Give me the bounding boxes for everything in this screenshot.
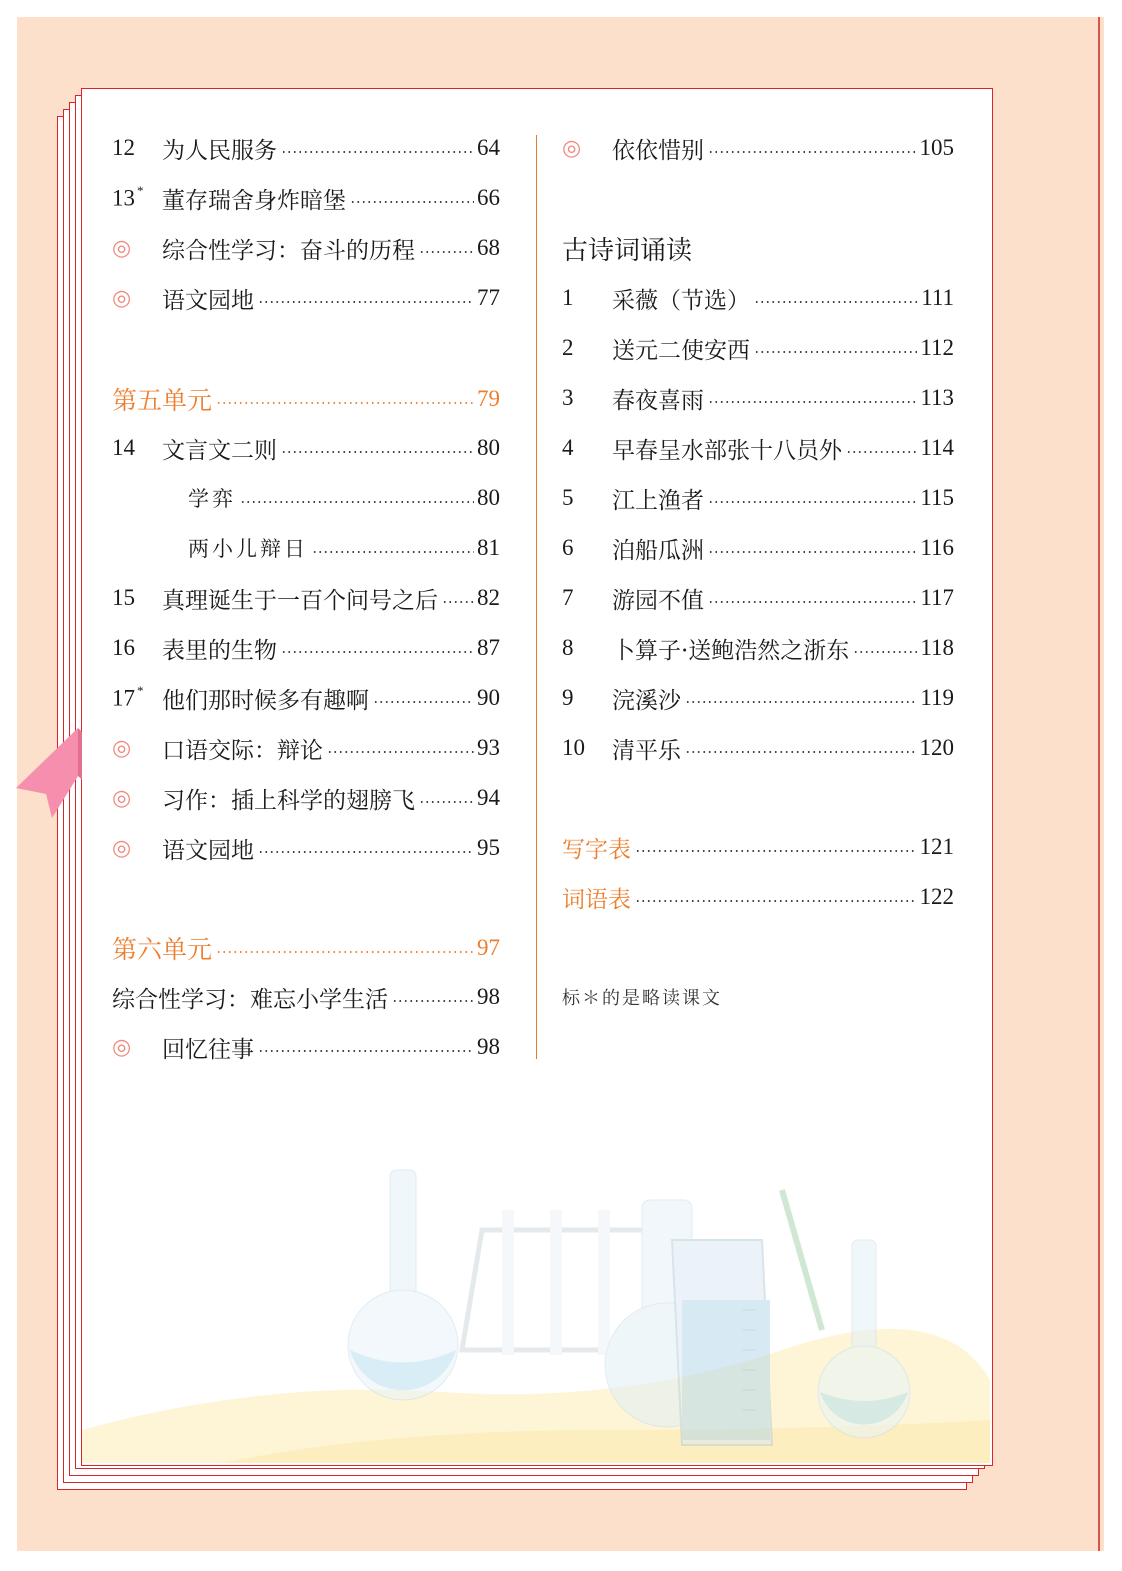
poem-number: 4 bbox=[562, 435, 574, 460]
entry-title: 表里的生物 bbox=[162, 637, 277, 664]
leader-dots bbox=[419, 801, 474, 803]
entry-title: 真理诞生于一百个问号之后 bbox=[162, 587, 438, 614]
leader-dots bbox=[258, 1050, 474, 1052]
page-number: 80 bbox=[477, 485, 500, 510]
page-number: 81 bbox=[477, 535, 500, 560]
lesson-number: 15 bbox=[112, 585, 135, 610]
page-number: 105 bbox=[919, 135, 954, 160]
toc-entry[interactable] bbox=[112, 630, 500, 666]
leader-dots bbox=[419, 251, 474, 253]
entry-title: 采薇（节选） bbox=[612, 287, 750, 314]
entry-title: 口语交际：辩论 bbox=[162, 737, 323, 764]
poem-number: 10 bbox=[562, 735, 585, 760]
page-number: 112 bbox=[920, 335, 954, 360]
appendix-title: 词语表 bbox=[562, 886, 631, 913]
entry-title: 依依惜别 bbox=[612, 137, 704, 164]
unit-title: 第六单元 bbox=[112, 935, 213, 964]
leader-dots bbox=[708, 401, 917, 403]
entry-title: 为人民服务 bbox=[162, 137, 277, 164]
leader-dots bbox=[240, 501, 474, 503]
leader-dots bbox=[685, 701, 917, 703]
page-number: 95 bbox=[477, 835, 500, 860]
lesson-number: 17 * bbox=[112, 682, 144, 711]
entry-title: 春夜喜雨 bbox=[612, 387, 704, 414]
toc-entry[interactable] bbox=[112, 430, 500, 466]
poem-number: 1 bbox=[562, 285, 574, 310]
poem-number: 2 bbox=[562, 335, 574, 360]
toc-entry[interactable] bbox=[562, 130, 954, 166]
lesson-number: 16 bbox=[112, 635, 135, 660]
page-number: 97 bbox=[477, 935, 500, 960]
entry-title: 卜算子·送鲍浩然之浙东 bbox=[612, 637, 850, 664]
leader-dots bbox=[392, 1000, 474, 1002]
toc-entry[interactable] bbox=[112, 780, 500, 816]
page-number: 64 bbox=[477, 135, 500, 160]
leader-dots bbox=[708, 501, 917, 503]
toc-entry[interactable] bbox=[562, 330, 954, 366]
toc-entry[interactable] bbox=[562, 680, 954, 716]
bullseye-icon: ◎ bbox=[112, 835, 132, 861]
leader-dots bbox=[281, 451, 474, 453]
subentry-title: 学弈 bbox=[188, 487, 236, 511]
toc-entry[interactable] bbox=[562, 380, 954, 416]
column-divider bbox=[536, 135, 537, 1059]
toc-entry[interactable] bbox=[112, 680, 500, 716]
appendix-entry[interactable] bbox=[562, 829, 954, 865]
appendix-entry[interactable] bbox=[562, 879, 954, 915]
page-number: 119 bbox=[920, 685, 954, 710]
optional-reading-note: 标＊的是略读课文 bbox=[562, 988, 722, 1009]
page-number: 120 bbox=[919, 735, 954, 760]
entry-title: 董存瑞舍身炸暗堡 bbox=[162, 187, 346, 214]
page-number: 87 bbox=[477, 635, 500, 660]
leader-dots bbox=[708, 151, 917, 153]
poem-number: 7 bbox=[562, 585, 574, 610]
leader-dots bbox=[635, 900, 917, 902]
entry-title: 他们那时候多有趣啊 bbox=[162, 687, 369, 714]
toc-entry[interactable] bbox=[562, 730, 954, 766]
unit-heading[interactable] bbox=[112, 381, 500, 417]
appendix-title: 写字表 bbox=[562, 836, 631, 863]
toc-entry[interactable] bbox=[562, 430, 954, 466]
page-edge-line bbox=[1098, 17, 1100, 1551]
optional-reading-star: * bbox=[137, 182, 144, 198]
leader-dots bbox=[685, 751, 917, 753]
leader-dots bbox=[442, 601, 474, 603]
page-number: 66 bbox=[477, 185, 500, 210]
leader-dots bbox=[846, 451, 917, 453]
section-heading bbox=[562, 230, 954, 266]
leader-dots bbox=[216, 951, 474, 953]
page-number: 115 bbox=[920, 485, 954, 510]
page-number: 68 bbox=[477, 235, 500, 260]
poem-number: 6 bbox=[562, 535, 574, 560]
toc-entry[interactable] bbox=[562, 280, 954, 316]
page-number: 82 bbox=[477, 585, 500, 610]
leader-dots bbox=[350, 201, 474, 203]
page-number: 117 bbox=[920, 585, 954, 610]
leader-dots bbox=[373, 701, 474, 703]
leader-dots bbox=[754, 301, 918, 303]
bullseye-icon: ◎ bbox=[112, 285, 132, 311]
toc-entry[interactable] bbox=[112, 1029, 500, 1065]
page-number: 94 bbox=[477, 785, 500, 810]
poem-number: 9 bbox=[562, 685, 574, 710]
toc-entry[interactable] bbox=[112, 730, 500, 766]
footnote bbox=[562, 979, 954, 1015]
page-number: 116 bbox=[920, 535, 954, 560]
toc-entry[interactable] bbox=[562, 630, 954, 666]
entry-title: 送元二使安西 bbox=[612, 337, 750, 364]
unit-heading[interactable] bbox=[112, 930, 500, 966]
leader-dots bbox=[708, 551, 917, 553]
leader-dots bbox=[853, 651, 917, 653]
poem-number: 3 bbox=[562, 385, 574, 410]
lesson-number: 13 * bbox=[112, 182, 144, 211]
page-number: 98 bbox=[477, 1034, 500, 1059]
toc-entry[interactable] bbox=[562, 480, 954, 516]
page-number: 111 bbox=[921, 285, 954, 310]
page-number: 122 bbox=[919, 884, 954, 909]
leader-dots bbox=[258, 851, 474, 853]
toc-entry[interactable] bbox=[112, 979, 500, 1015]
bullseye-icon: ◎ bbox=[112, 735, 132, 761]
leader-dots bbox=[708, 601, 917, 603]
entry-title: 清平乐 bbox=[612, 737, 681, 764]
bullseye-icon: ◎ bbox=[112, 785, 132, 811]
poem-number: 5 bbox=[562, 485, 574, 510]
entry-title: 综合性学习：奋斗的历程 bbox=[162, 237, 415, 264]
page-number: 77 bbox=[477, 285, 500, 310]
subentry-title: 两小儿辩日 bbox=[188, 537, 308, 561]
lab-glassware-illustration bbox=[82, 1130, 990, 1463]
leader-dots bbox=[754, 351, 917, 353]
toc-entry[interactable] bbox=[112, 180, 500, 216]
page-number: 93 bbox=[477, 735, 500, 760]
toc-subentry[interactable] bbox=[112, 530, 500, 566]
entry-title: 早春呈水部张十八员外 bbox=[612, 437, 842, 464]
entry-title: 浣溪沙 bbox=[612, 687, 681, 714]
leader-dots bbox=[312, 551, 474, 553]
toc-entry[interactable] bbox=[112, 230, 500, 266]
lesson-number: 14 bbox=[112, 435, 135, 460]
toc-entry[interactable] bbox=[112, 130, 500, 166]
toc-entry[interactable] bbox=[112, 830, 500, 866]
toc-subentry[interactable] bbox=[112, 480, 500, 516]
toc-entry[interactable] bbox=[562, 530, 954, 566]
page-number: 121 bbox=[919, 834, 954, 859]
lesson-number: 12 bbox=[112, 135, 135, 160]
entry-title: 语文园地 bbox=[162, 837, 254, 864]
bullseye-icon: ◎ bbox=[112, 235, 132, 261]
entry-title: 回忆往事 bbox=[162, 1036, 254, 1063]
leader-dots bbox=[635, 850, 917, 852]
leader-dots bbox=[327, 751, 474, 753]
page-number: 114 bbox=[920, 435, 954, 460]
leader-dots bbox=[216, 402, 474, 404]
page-number: 113 bbox=[920, 385, 954, 410]
toc-entry[interactable] bbox=[112, 580, 500, 616]
poem-number: 8 bbox=[562, 635, 574, 660]
page-number: 80 bbox=[477, 435, 500, 460]
toc-entry[interactable] bbox=[562, 580, 954, 616]
bullseye-icon: ◎ bbox=[562, 135, 582, 161]
page-number: 90 bbox=[477, 685, 500, 710]
bullseye-icon: ◎ bbox=[112, 1034, 132, 1060]
bookmark-ribbon-icon bbox=[16, 728, 82, 818]
leader-dots bbox=[281, 651, 474, 653]
leader-dots bbox=[281, 151, 474, 153]
page-number: 79 bbox=[477, 386, 500, 411]
entry-title: 习作：插上科学的翅膀飞 bbox=[162, 787, 415, 814]
entry-title: 江上渔者 bbox=[612, 487, 704, 514]
page-number: 98 bbox=[477, 984, 500, 1009]
page-number: 118 bbox=[920, 635, 954, 660]
optional-reading-star: * bbox=[137, 682, 144, 698]
toc-entry[interactable] bbox=[112, 280, 500, 316]
entry-title: 综合性学习：难忘小学生活 bbox=[112, 986, 388, 1013]
entry-title: 语文园地 bbox=[162, 287, 254, 314]
unit-title: 第五单元 bbox=[112, 386, 213, 415]
poetry-section-title: 古诗词诵读 bbox=[562, 235, 693, 266]
entry-title: 泊船瓜洲 bbox=[612, 537, 704, 564]
leader-dots bbox=[258, 301, 474, 303]
entry-title: 游园不值 bbox=[612, 587, 704, 614]
entry-title: 文言文二则 bbox=[162, 437, 277, 464]
